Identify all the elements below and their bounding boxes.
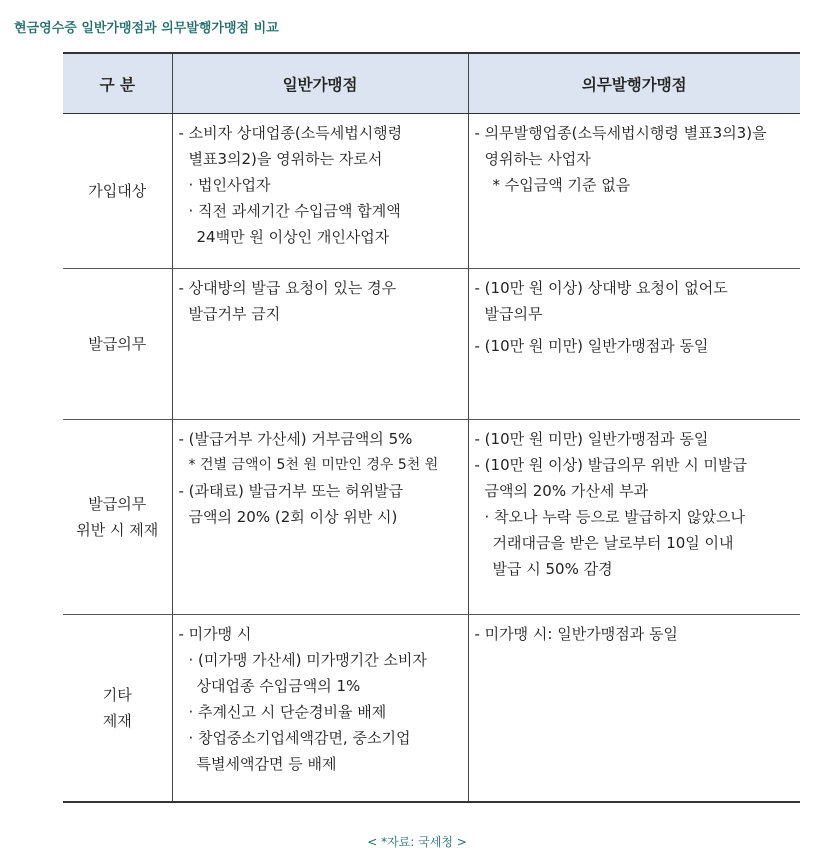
cell-line: - 상대방의 발급 요청이 있는 경우: [178, 279, 397, 297]
cell-line: * 수입금액 기준 없음: [492, 176, 631, 194]
category-line: 제재: [102, 712, 132, 730]
cell-line: 24백만 원 이상인 개인사업자: [196, 228, 390, 246]
cell-line: - (10만 원 이상) 발급의무 위반 시 미발급: [474, 456, 747, 474]
cell-line: · 직전 과세기간 수입금액 합계액: [188, 202, 401, 220]
cell-line: - (과태료) 발급거부 또는 허위발급: [178, 482, 404, 500]
category-line: 발급의무: [88, 335, 147, 353]
cell-line: * 건별 금액이 5천 원 미만인 경우 5천 원: [188, 457, 439, 473]
cell-line: - 미가맹 시: [178, 625, 252, 643]
cell-line: 영위하는 사업자: [484, 150, 591, 168]
header-mandatory-merchant: 의무발행가맹점: [468, 53, 800, 114]
cell-line: 금액의 20% (2회 이상 위반 시): [188, 508, 398, 526]
mandatory-cell: [468, 420, 800, 615]
cell-line: - (10만 원 미만) 일반가맹점과 동일: [474, 430, 709, 448]
table-row: [63, 420, 800, 615]
cell-line: · (미가맹 가산세) 미가맹기간 소비자: [188, 651, 427, 669]
category-line: 위반 시 제재: [76, 521, 159, 539]
row-category: [63, 420, 172, 615]
source-note: < *자료: 국세청 >: [367, 835, 467, 849]
comparison-table: [63, 52, 800, 803]
cell-line: - 의무발행업종(소득세법시행령 별표3의3)을: [474, 124, 767, 142]
table-row: [63, 114, 800, 269]
cell-line: - 미가맹 시: 일반가맹점과 동일: [474, 625, 678, 643]
category-line: 기타: [102, 686, 132, 704]
row-category: [63, 269, 172, 420]
table-header-row: [63, 53, 800, 114]
cell-line: · 법인사업자: [188, 176, 271, 194]
general-cell: [172, 269, 468, 420]
cell-line: · 창업중소기업세액감면, 중소기업: [188, 729, 411, 747]
table-row: [63, 615, 800, 803]
cell-line: - 소비자 상대업종(소득세법시행령: [178, 124, 403, 142]
general-cell: [172, 420, 468, 615]
cell-line: · 추계신고 시 단순경비율 배제: [188, 703, 387, 721]
mandatory-cell: [468, 269, 800, 420]
mandatory-cell: [468, 615, 800, 803]
category-line: 발급의무: [88, 495, 147, 513]
cell-line: 발급거부 금지: [188, 305, 281, 323]
cell-line: 발급 시 50% 감경: [492, 560, 613, 578]
row-category: [63, 615, 172, 803]
cell-line: 발급의무: [484, 305, 543, 323]
header-general-merchant: 일반가맹점: [172, 53, 468, 114]
cell-line: · 착오나 누락 등으로 발급하지 않았으나: [484, 508, 745, 526]
general-cell: [172, 615, 468, 803]
cell-line: 금액의 20% 가산세 부과: [484, 482, 649, 500]
cell-line: 상대업종 수입금액의 1%: [196, 677, 361, 695]
cell-line: - (10만 원 미만) 일반가맹점과 동일: [474, 337, 709, 355]
cell-line: - (10만 원 이상) 상대방 요청이 없어도: [474, 279, 728, 297]
cell-line: 특별세액감면 등 배제: [196, 755, 337, 773]
header-category: 구 분: [63, 53, 172, 114]
cell-line: 별표3의2)을 영위하는 자로서: [188, 150, 383, 168]
category-line: 가입대상: [88, 182, 147, 200]
page-title: 현금영수증 일반가맹점과 의무발행가맹점 비교: [14, 21, 279, 36]
mandatory-cell: [468, 114, 800, 269]
cell-line: 거래대금을 받은 날로부터 10일 이내: [492, 534, 734, 552]
general-cell: [172, 114, 468, 269]
cell-line: - (발급거부 가산세) 거부금액의 5%: [178, 430, 413, 448]
row-category: [63, 114, 172, 269]
table-row: [63, 269, 800, 420]
